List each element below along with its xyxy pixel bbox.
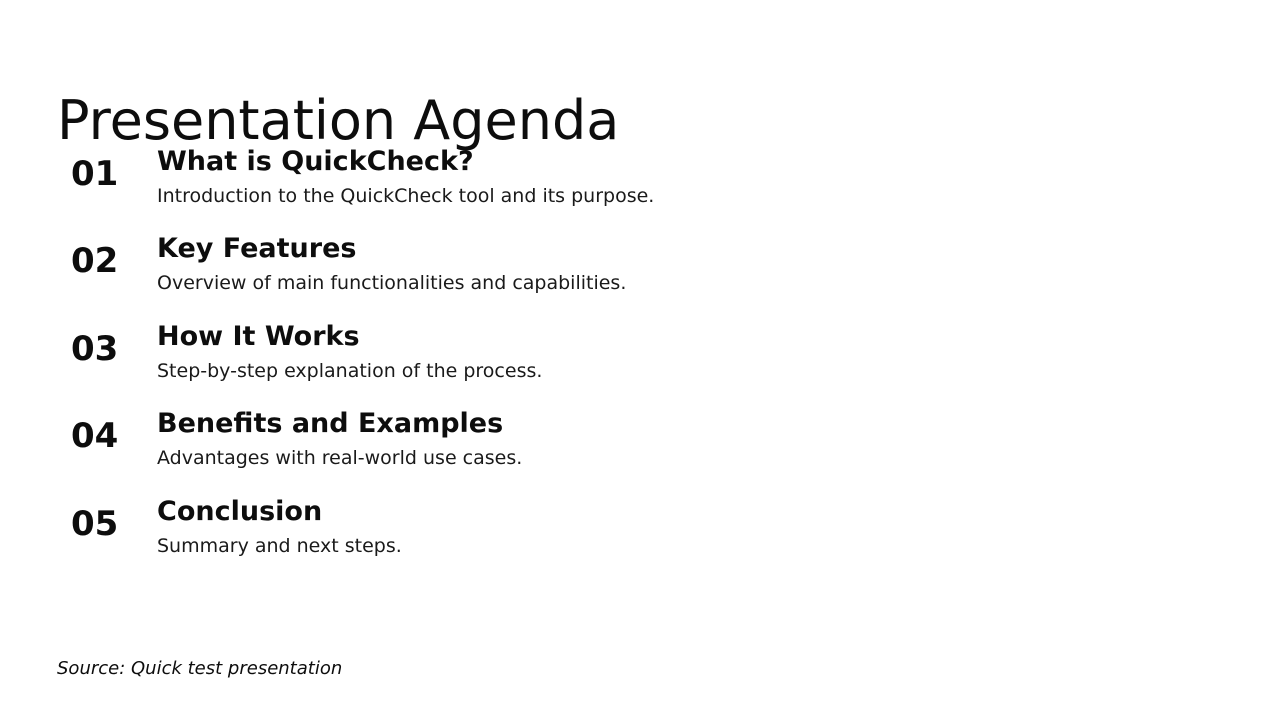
list-item (57, 145, 1217, 208)
agenda-item-heading: Benefits and Examples (157, 408, 504, 440)
list-item (57, 407, 1217, 470)
list-item (57, 495, 1217, 558)
agenda-item-number: 01 (71, 154, 119, 194)
list-item (57, 232, 1217, 295)
agenda-item-description: Step-by-step explanation of the process. (157, 359, 543, 382)
agenda-item-number: 02 (71, 241, 119, 282)
agenda-item-heading: How It Works (157, 320, 360, 352)
agenda-item-description: Overview of main functionalities and capabilities. (157, 272, 627, 295)
agenda-item-body (157, 145, 1217, 208)
agenda-item-description: Summary and next steps. (157, 534, 402, 557)
source-note: Source: Quick test presentation (57, 658, 343, 679)
list-item (57, 320, 1217, 383)
agenda-item-body (157, 320, 1217, 383)
agenda-item-heading: What is QuickCheck? (157, 146, 474, 177)
agenda-item-heading: Key Features (157, 233, 357, 265)
agenda-item-description: Advantages with real-world use cases. (157, 447, 523, 470)
agenda-item-number: 05 (71, 503, 119, 544)
agenda-item-heading: Conclusion (157, 495, 323, 527)
agenda-item-body (157, 407, 1217, 470)
agenda-item-description: Introduction to the QuickCheck tool and its purpose. (157, 184, 655, 207)
page-title: Presentation Agenda (57, 89, 620, 153)
agenda-list (57, 145, 1217, 558)
agenda-item-body (157, 232, 1217, 295)
agenda-item-body (157, 495, 1217, 558)
agenda-item-number: 03 (71, 328, 119, 369)
agenda-item-number: 04 (71, 416, 119, 457)
